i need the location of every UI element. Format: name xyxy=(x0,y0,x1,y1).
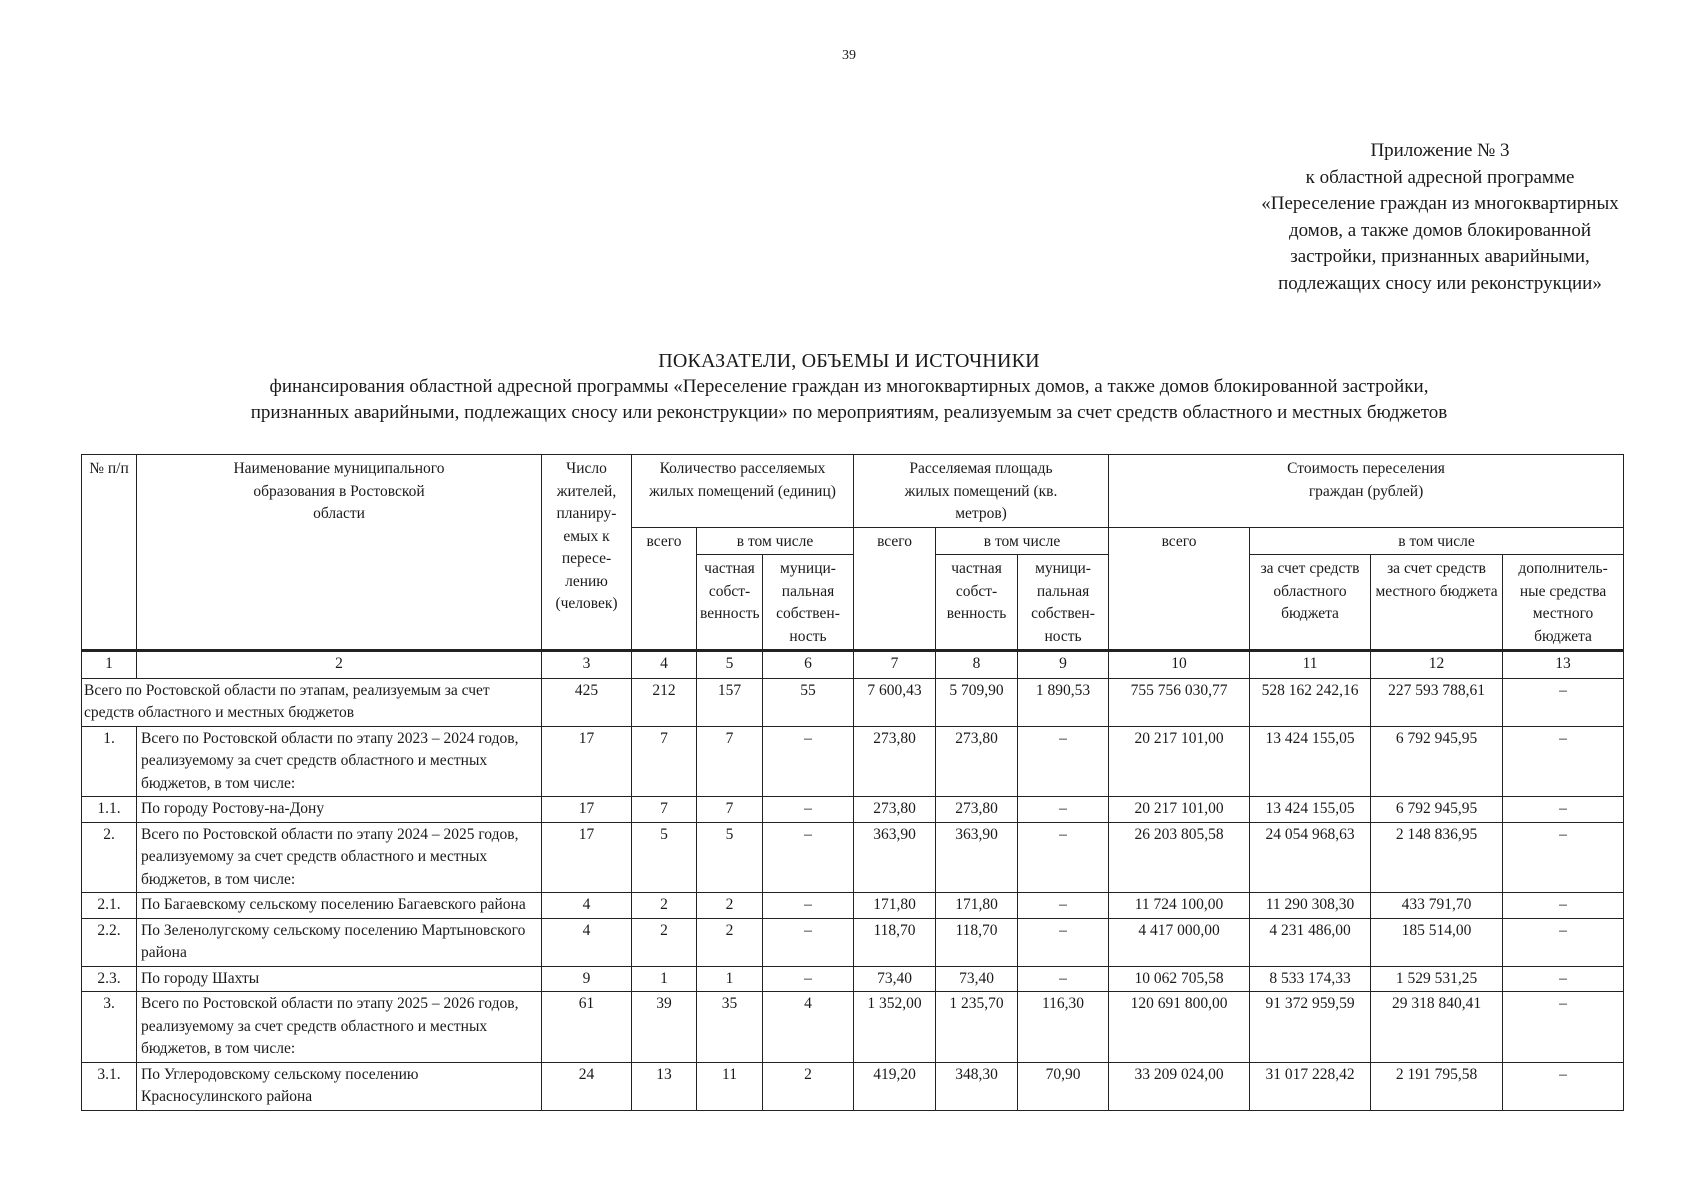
table-cell: 13 xyxy=(632,1062,697,1110)
table-cell: 8 533 174,33 xyxy=(1250,966,1371,992)
table-row xyxy=(82,726,1624,797)
table-cell: 363,90 xyxy=(854,822,936,893)
municipality-name: По Зеленолугскому сельскому поселению Мартыновского района xyxy=(137,918,542,966)
municipality-name: Всего по Ростовской области по этапу 2025 – 2026 годов, реализуемому за счет средств областного и местных бюджетов, в том числе: xyxy=(137,992,542,1063)
header-premises-total: всего xyxy=(632,527,697,651)
header-num: № п/п xyxy=(82,455,137,651)
table-cell: – xyxy=(1503,893,1624,919)
header-row xyxy=(82,455,1624,528)
table-cell: 116,30 xyxy=(1018,992,1109,1063)
municipality-name: Всего по Ростовской области по этапу 2024 – 2025 годов, реализуемому за счет средств областного и местных бюджетов, в том числе: xyxy=(137,822,542,893)
table-cell: 1 890,53 xyxy=(1018,678,1109,726)
row-number: 1.1. xyxy=(82,797,137,823)
table-cell: – xyxy=(763,822,854,893)
table-cell: – xyxy=(763,918,854,966)
header-regional-budget: за счет средств областного бюджета xyxy=(1250,555,1371,651)
row-number: 1. xyxy=(82,726,137,797)
table-cell: 6 792 945,95 xyxy=(1371,726,1503,797)
grand-total-row xyxy=(82,678,1624,726)
table-cell: 29 318 840,41 xyxy=(1371,992,1503,1063)
table-cell: 17 xyxy=(542,726,632,797)
column-number: 13 xyxy=(1503,651,1624,679)
table-cell: 4 xyxy=(542,893,632,919)
table-cell: 13 424 155,05 xyxy=(1250,797,1371,823)
table-row xyxy=(82,797,1624,823)
table-cell: 20 217 101,00 xyxy=(1109,797,1250,823)
table-cell: 433 791,70 xyxy=(1371,893,1503,919)
table-cell: 7 xyxy=(632,797,697,823)
column-number: 6 xyxy=(763,651,854,679)
table-cell: – xyxy=(763,726,854,797)
table-cell: – xyxy=(763,966,854,992)
municipality-name: По городу Шахты xyxy=(137,966,542,992)
header-cost-group: Стоимость переселения граждан (рублей) xyxy=(1109,455,1624,528)
table-cell: – xyxy=(1503,966,1624,992)
appendix-line: «Переселение граждан из многоквартирных xyxy=(1261,193,1619,214)
table-cell: 7 xyxy=(697,797,763,823)
appendix-line: подлежащих сносу или реконструкции» xyxy=(1278,272,1602,294)
appendix-line: Приложение № 3 xyxy=(1370,140,1510,161)
table-cell: 6 792 945,95 xyxy=(1371,797,1503,823)
table-cell: 33 209 024,00 xyxy=(1109,1062,1250,1110)
table-cell: 273,80 xyxy=(936,797,1018,823)
header-additional-funds: дополнитель- ные средства местного бюджета xyxy=(1503,555,1624,651)
table-cell: 11 290 308,30 xyxy=(1250,893,1371,919)
table-cell: 20 217 101,00 xyxy=(1109,726,1250,797)
table-cell: 9 xyxy=(542,966,632,992)
table-cell: 2 xyxy=(697,918,763,966)
table-cell: 157 xyxy=(697,678,763,726)
table-cell: 4 231 486,00 xyxy=(1250,918,1371,966)
column-number: 10 xyxy=(1109,651,1250,679)
table-row xyxy=(82,918,1624,966)
column-number: 11 xyxy=(1250,651,1371,679)
table-cell: – xyxy=(1018,966,1109,992)
table-cell: 273,80 xyxy=(854,797,936,823)
table-cell: 1 352,00 xyxy=(854,992,936,1063)
header-local-budget: за счет средств местного бюджета xyxy=(1371,555,1503,651)
row-number: 2.3. xyxy=(82,966,137,992)
table-cell: 363,90 xyxy=(936,822,1018,893)
column-number: 7 xyxy=(854,651,936,679)
row-number: 2.2. xyxy=(82,918,137,966)
title-subheading: финансирования областной адресной программы «Переселение граждан из многоквартирных домов, а также домов блокированной застройки, xyxy=(269,376,1429,397)
table-cell: 7 xyxy=(697,726,763,797)
header-cost-incl: в том числе xyxy=(1250,527,1624,555)
table-cell: 227 593 788,61 xyxy=(1371,678,1503,726)
table-cell: 212 xyxy=(632,678,697,726)
table-cell: – xyxy=(1503,918,1624,966)
table-cell: 2 xyxy=(632,918,697,966)
table-cell: 4 xyxy=(542,918,632,966)
table-cell: 24 xyxy=(542,1062,632,1110)
title-heading: ПОКАЗАТЕЛИ, ОБЪЕМЫ И ИСТОЧНИКИ xyxy=(658,350,1040,372)
table-cell: – xyxy=(1503,678,1624,726)
appendix-note xyxy=(1230,138,1650,297)
table-cell: 73,40 xyxy=(936,966,1018,992)
table-cell: 7 600,43 xyxy=(854,678,936,726)
table-cell: 17 xyxy=(542,797,632,823)
grand-total-label xyxy=(82,678,542,726)
table-cell: 171,80 xyxy=(936,893,1018,919)
table-cell: 185 514,00 xyxy=(1371,918,1503,966)
header-residents: Число жителей, планиру- емых к пересе- лению (человек) xyxy=(542,455,632,651)
table-cell: 35 xyxy=(697,992,763,1063)
header-premises-private: частная собст- венность xyxy=(697,555,763,651)
table-cell: 11 xyxy=(697,1062,763,1110)
table-cell: 755 756 030,77 xyxy=(1109,678,1250,726)
table-cell: – xyxy=(1503,992,1624,1063)
grand-total-label-text: Всего по Ростовской области по этапам, реализуемым за счет средств областного и местных бюджетов xyxy=(84,681,490,721)
table-cell: 39 xyxy=(632,992,697,1063)
table-cell: 348,30 xyxy=(936,1062,1018,1110)
header-premises-municipal: муници- пальная собствен- ность xyxy=(763,555,854,651)
table-row xyxy=(82,822,1624,893)
document-title xyxy=(0,348,1698,426)
table-cell: 61 xyxy=(542,992,632,1063)
table-cell: 4 417 000,00 xyxy=(1109,918,1250,966)
header-cost-total: всего xyxy=(1109,527,1250,651)
appendix-line: домов, а также домов блокированной xyxy=(1288,219,1592,241)
municipality-name: Всего по Ростовской области по этапу 2023 – 2024 годов, реализуемому за счет средств областного и местных бюджетов, в том числе: xyxy=(137,726,542,797)
row-number: 2.1. xyxy=(82,893,137,919)
table-row xyxy=(82,893,1624,919)
table-cell: – xyxy=(763,797,854,823)
table-row xyxy=(82,966,1624,992)
header-area-incl: в том числе xyxy=(936,527,1109,555)
table-body xyxy=(82,726,1624,1110)
table-cell: – xyxy=(1503,797,1624,823)
table-cell: – xyxy=(1018,822,1109,893)
title-subheading: признанных аварийными, подлежащих сносу или реконструкции» по мероприятиям, реализуемым за счет средств областного и местных бюджетов xyxy=(250,402,1448,423)
header-premises-incl: в том числе xyxy=(697,527,854,555)
table-cell: 91 372 959,59 xyxy=(1250,992,1371,1063)
header-area-total: всего xyxy=(854,527,936,651)
table-cell: 528 162 242,16 xyxy=(1250,678,1371,726)
table-cell: – xyxy=(763,893,854,919)
table-cell: 5 709,90 xyxy=(936,678,1018,726)
header-premises-group: Количество расселяемых жилых помещений (единиц) xyxy=(632,455,854,528)
table-cell: 17 xyxy=(542,822,632,893)
table-cell: 118,70 xyxy=(936,918,1018,966)
municipality-name: По Углеродовскому сельскому поселению Красносулинского района xyxy=(137,1062,542,1110)
table-cell: – xyxy=(1018,797,1109,823)
column-number: 12 xyxy=(1371,651,1503,679)
table-cell: – xyxy=(1018,918,1109,966)
table-cell: 70,90 xyxy=(1018,1062,1109,1110)
table-cell: – xyxy=(1503,1062,1624,1110)
table-cell: 118,70 xyxy=(854,918,936,966)
table-cell: 1 235,70 xyxy=(936,992,1018,1063)
table-cell: 2 148 836,95 xyxy=(1371,822,1503,893)
table-cell: 55 xyxy=(763,678,854,726)
column-number: 3 xyxy=(542,651,632,679)
table-cell: 1 xyxy=(697,966,763,992)
column-number: 5 xyxy=(697,651,763,679)
column-number-row xyxy=(82,651,1624,679)
table-cell: 273,80 xyxy=(936,726,1018,797)
header-name: Наименование муниципального образования в Ростовской области xyxy=(137,455,542,651)
column-number: 9 xyxy=(1018,651,1109,679)
column-number: 2 xyxy=(137,651,542,679)
row-number: 2. xyxy=(82,822,137,893)
table-cell: 2 xyxy=(697,893,763,919)
municipality-name: По городу Ростову-на-Дону xyxy=(137,797,542,823)
row-number: 3. xyxy=(82,992,137,1063)
table-cell: – xyxy=(1018,893,1109,919)
table-cell: 73,40 xyxy=(854,966,936,992)
table-cell: 120 691 800,00 xyxy=(1109,992,1250,1063)
table-cell: 273,80 xyxy=(854,726,936,797)
table-cell: 2 xyxy=(632,893,697,919)
financing-table xyxy=(81,454,1624,1111)
column-number: 4 xyxy=(632,651,697,679)
table-cell: 24 054 968,63 xyxy=(1250,822,1371,893)
table-cell: – xyxy=(1503,726,1624,797)
table-cell: 31 017 228,42 xyxy=(1250,1062,1371,1110)
table-cell: 4 xyxy=(763,992,854,1063)
appendix-line: застройки, признанных аварийными, xyxy=(1290,246,1590,267)
table-cell: 13 424 155,05 xyxy=(1250,726,1371,797)
table-cell: 419,20 xyxy=(854,1062,936,1110)
row-number: 3.1. xyxy=(82,1062,137,1110)
column-number: 1 xyxy=(82,651,137,679)
table-cell: 5 xyxy=(697,822,763,893)
table-cell: – xyxy=(1503,822,1624,893)
table-row xyxy=(82,992,1624,1063)
column-number: 8 xyxy=(936,651,1018,679)
page-number: 39 xyxy=(842,48,856,63)
municipality-name: По Багаевскому сельскому поселению Багаевского района xyxy=(137,893,542,919)
table-cell: 5 xyxy=(632,822,697,893)
appendix-line: к областной адресной программе xyxy=(1305,166,1575,188)
table-cell: – xyxy=(1018,726,1109,797)
table-cell: 7 xyxy=(632,726,697,797)
table-cell: 1 xyxy=(632,966,697,992)
header-area-group: Расселяемая площадь жилых помещений (кв. метров) xyxy=(854,455,1109,528)
table-cell: 10 062 705,58 xyxy=(1109,966,1250,992)
table-cell: 171,80 xyxy=(854,893,936,919)
header-area-municipal: муници- пальная собствен- ность xyxy=(1018,555,1109,651)
table-cell: 2 191 795,58 xyxy=(1371,1062,1503,1110)
table-cell: 11 724 100,00 xyxy=(1109,893,1250,919)
table-row xyxy=(82,1062,1624,1110)
header-area-private: частная собст- венность xyxy=(936,555,1018,651)
table-cell: 1 529 531,25 xyxy=(1371,966,1503,992)
table-cell: 2 xyxy=(763,1062,854,1110)
table-cell: 425 xyxy=(542,678,632,726)
table-cell: 26 203 805,58 xyxy=(1109,822,1250,893)
